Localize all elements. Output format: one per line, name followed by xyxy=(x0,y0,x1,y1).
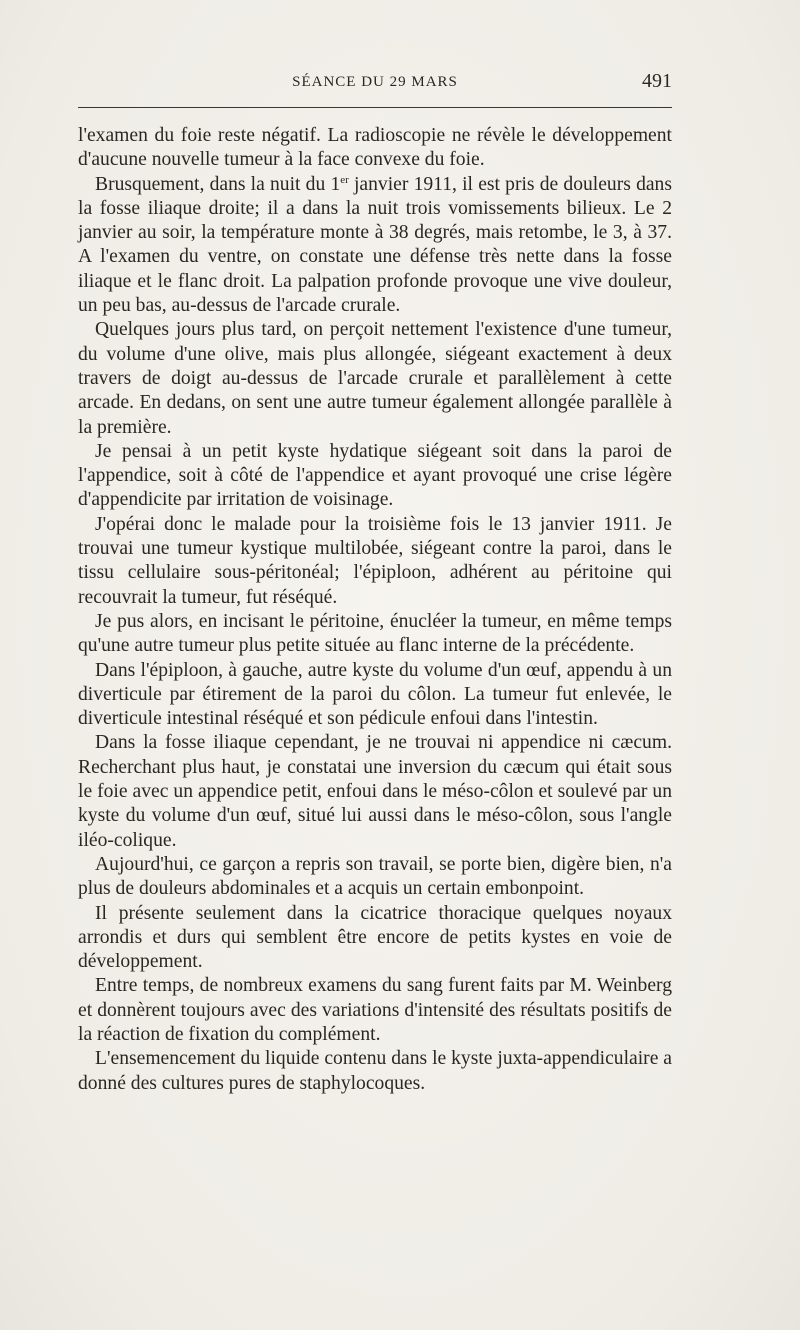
paragraph-3: Quelques jours plus tard, on perçoit nettement l'existence d'une tumeur, du volume d'une olive, mais plus allongée, siégeant exactement à deux travers de doigt au-dessus de l'arcade crurale et parallèlement à cette arcade. En dedans, on sent une autre tumeur également allongée parallèle à la première. xyxy=(78,319,672,438)
paragraph-2: Brusquement, dans la nuit du 1er janvier 1911, il est pris de douleurs dans la fosse iliaque droite; il a dans la nuit trois vomissements bilieux. Le 2 janvier au soir, la température monte à 38 degrés, mais retombe, le 3, à 37. A l'examen du ventre, on constate une défense très nette dans la fosse iliaque et le flanc droit. La palpation profonde provoque une vive douleur, un peu bas, au-dessus de l'arcade crurale. xyxy=(78,173,672,317)
paragraph-12: L'ensemencement du liquide contenu dans le kyste juxta-appendiculaire a donné des cultures pures de staphylocoques. xyxy=(78,1048,672,1094)
paragraph-9: Aujourd'hui, ce garçon a repris son travail, se porte bien, digère bien, n'a plus de douleurs abdominales et a acquis un certain embonpoint. xyxy=(78,853,672,900)
header-rule xyxy=(78,107,672,108)
body-text xyxy=(78,124,672,1096)
running-title: SÉANCE DU 29 MARS xyxy=(292,74,458,90)
paragraph-4: Je pensai à un petit kyste hydatique siégeant soit dans la paroi de l'appendice, soit à côté de l'appendice et ayant provoqué une crise légère d'appendicite par irritation de voisinage. xyxy=(78,440,672,511)
paragraph-6: Je pus alors, en incisant le péritoine, énucléer la tumeur, en même temps qu'une autre tumeur plus petite située au flanc interne de la précédente. xyxy=(78,610,672,657)
paragraph-7: Dans l'épiploon, à gauche, autre kyste du volume d'un œuf, appendu à un diverticule par étirement de la paroi du côlon. La tumeur fut enlevée, le diverticule intestinal réséqué et son pédicule enfoui dans l'intestin. xyxy=(78,659,672,730)
paragraph-11: Entre temps, de nombreux examens du sang furent faits par M. Weinberg et donnèrent toujours avec des variations d'intensité des résultats positifs de la réaction de fixation du complément. xyxy=(78,975,672,1045)
paragraph-1: l'examen du foie reste négatif. La radioscopie ne révèle le développement d'aucune nouvelle tumeur à la face convexe du foie. xyxy=(78,125,672,171)
page-header xyxy=(78,70,672,98)
paragraph-8: Dans la fosse iliaque cependant, je ne trouvai ni appendice ni cæcum. Recherchant plus haut, je constatai une inversion du cæcum qui était sous le foie avec un appendice petit, enfoui dans le méso-côlon et soulevé par un kyste du volume d'un œuf, situé lui aussi dans le méso-côlon, sous l'angle iléo-colique. xyxy=(78,732,672,851)
paragraph-5: J'opérai donc le malade pour la troisième fois le 13 janvier 1911. Je trouvai une tumeur kystique multilobée, siégeant contre la paroi, dans le tissu cellulaire sous-péritonéal; l'épiploon, adhérent au péritoine qui recouvrait la tumeur, fut réséqué. xyxy=(78,513,672,608)
ordinal-suffix: er xyxy=(340,173,349,186)
page-number: 491 xyxy=(642,70,672,92)
paragraph-10: Il présente seulement dans la cicatrice thoracique quelques noyaux arrondis et durs qui semblent être encore de petits kystes en voie de développement. xyxy=(78,902,672,973)
